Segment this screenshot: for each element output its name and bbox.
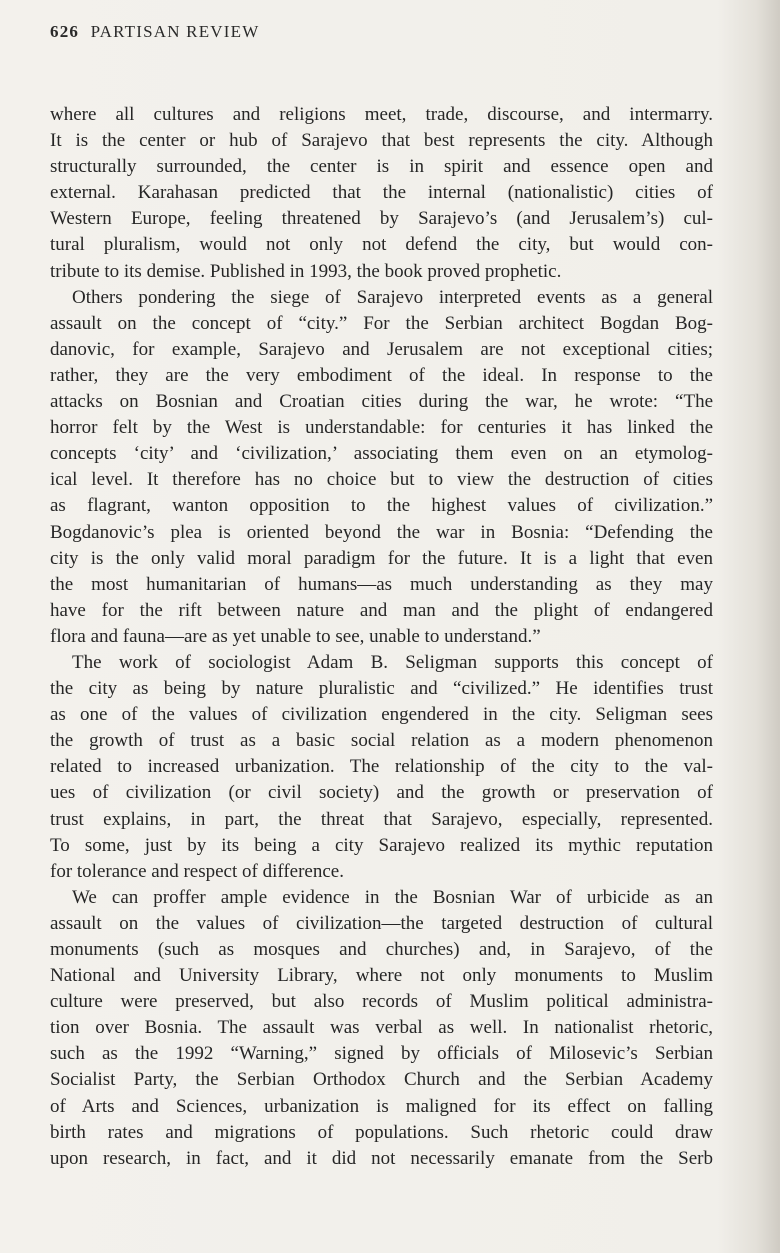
- text-line: ues of civilization (or civil society) and the growth or preservation of: [50, 782, 713, 804]
- text-line: as one of the values of civilization engendered in the city. Seligman sees: [50, 704, 713, 726]
- text-line: ical level. It therefore has no choice but to view the destruction of cities: [50, 469, 713, 491]
- text-line: where all cultures and religions meet, trade, discourse, and intermarry.: [50, 104, 713, 125]
- text-line: culture were preserved, but also records of Muslim political administra-: [50, 991, 713, 1013]
- text-line: trust explains, in part, the threat that Sarajevo, especially, represented.: [50, 808, 713, 830]
- paragraph: [50, 102, 713, 285]
- text-line: tion over Bosnia. The assault was verbal as well. In nationalist rhetoric,: [50, 1017, 713, 1039]
- text-line: city is the only valid moral paradigm for the future. It is a light that even: [50, 547, 713, 569]
- text-line: danovic, for example, Sarajevo and Jerusalem are not exceptional cities;: [50, 338, 713, 360]
- text-line: as flagrant, wanton opposition to the highest values of civilization.”: [50, 495, 713, 517]
- text-line: tribute to its demise. Published in 1993, the book proved prophetic.: [50, 260, 562, 282]
- text-line: have for the rift between nature and man and the plight of endangered: [50, 599, 713, 621]
- journal-title: PARTISAN REVIEW: [90, 22, 260, 41]
- text-line: National and University Library, where not only monuments to Muslim: [50, 965, 713, 987]
- text-line: flora and fauna—are as yet unable to see, unable to understand.”: [50, 625, 541, 647]
- page-number: 626: [50, 22, 80, 41]
- paragraph: [50, 885, 713, 1172]
- text-line: monuments (such as mosques and churches) and, in Sarajevo, of the: [50, 939, 713, 960]
- text-line: such as the 1992 “Warning,” signed by officials of Milosevic’s Serbian: [50, 1043, 713, 1065]
- text-line: the city as being by nature pluralistic and “civilized.” He identifies trust: [50, 678, 713, 700]
- body-text: [50, 102, 713, 1172]
- running-head: [50, 22, 259, 42]
- text-line: Western Europe, feeling threatened by Sarajevo’s (and Jerusalem’s) cul-: [50, 208, 713, 230]
- text-line: the growth of trust as a basic social relation as a modern phenomenon: [50, 730, 713, 752]
- paragraph: [50, 285, 713, 650]
- text-line: attacks on Bosnian and Croatian cities during the war, he wrote: “The: [50, 391, 713, 413]
- text-line: tural pluralism, would not only not defend the city, but would con-: [50, 234, 713, 256]
- text-line: The work of sociologist Adam B. Seligman supports this concept of: [72, 651, 713, 673]
- text-line: external. Karahasan predicted that the internal (nationalistic) cities of: [50, 182, 713, 204]
- text-line: assault on the values of civilization—the targeted destruction of cultural: [50, 912, 713, 934]
- text-line: the most humanitarian of humans—as much understanding as they may: [50, 573, 713, 595]
- text-line: assault on the concept of “city.” For the Serbian architect Bogdan Bog-: [50, 312, 713, 334]
- text-line: To some, just by its being a city Sarajevo realized its mythic reputation: [50, 834, 713, 856]
- text-line: structurally surrounded, the center is in spirit and essence open and: [50, 156, 713, 178]
- text-line: related to increased urbanization. The relationship of the city to the val-: [50, 756, 713, 778]
- text-line: of Arts and Sciences, urbanization is maligned for its effect on falling: [50, 1095, 713, 1117]
- text-line: birth rates and migrations of populations. Such rhetoric could draw: [50, 1121, 713, 1143]
- text-line: We can proffer ample evidence in the Bosnian War of urbicide as an: [72, 886, 713, 908]
- text-line: for tolerance and respect of difference.: [50, 860, 344, 882]
- text-line: concepts ‘city’ and ‘civilization,’ associating them even on an etymolog-: [50, 443, 713, 465]
- text-line: rather, they are the very embodiment of the ideal. In response to the: [50, 364, 713, 386]
- text-line: horror felt by the West is understandable: for centuries it has linked the: [50, 417, 713, 439]
- text-line: Others pondering the siege of Sarajevo interpreted events as a general: [72, 286, 713, 308]
- paragraph: [50, 650, 713, 885]
- text-line: Bogdanovic’s plea is oriented beyond the war in Bosnia: “Defending the: [50, 521, 713, 543]
- text-line: upon research, in fact, and it did not necessarily emanate from the Serb: [50, 1147, 713, 1169]
- text-line: It is the center or hub of Sarajevo that best represents the city. Although: [50, 130, 713, 152]
- text-line: Socialist Party, the Serbian Orthodox Church and the Serbian Academy: [50, 1069, 713, 1091]
